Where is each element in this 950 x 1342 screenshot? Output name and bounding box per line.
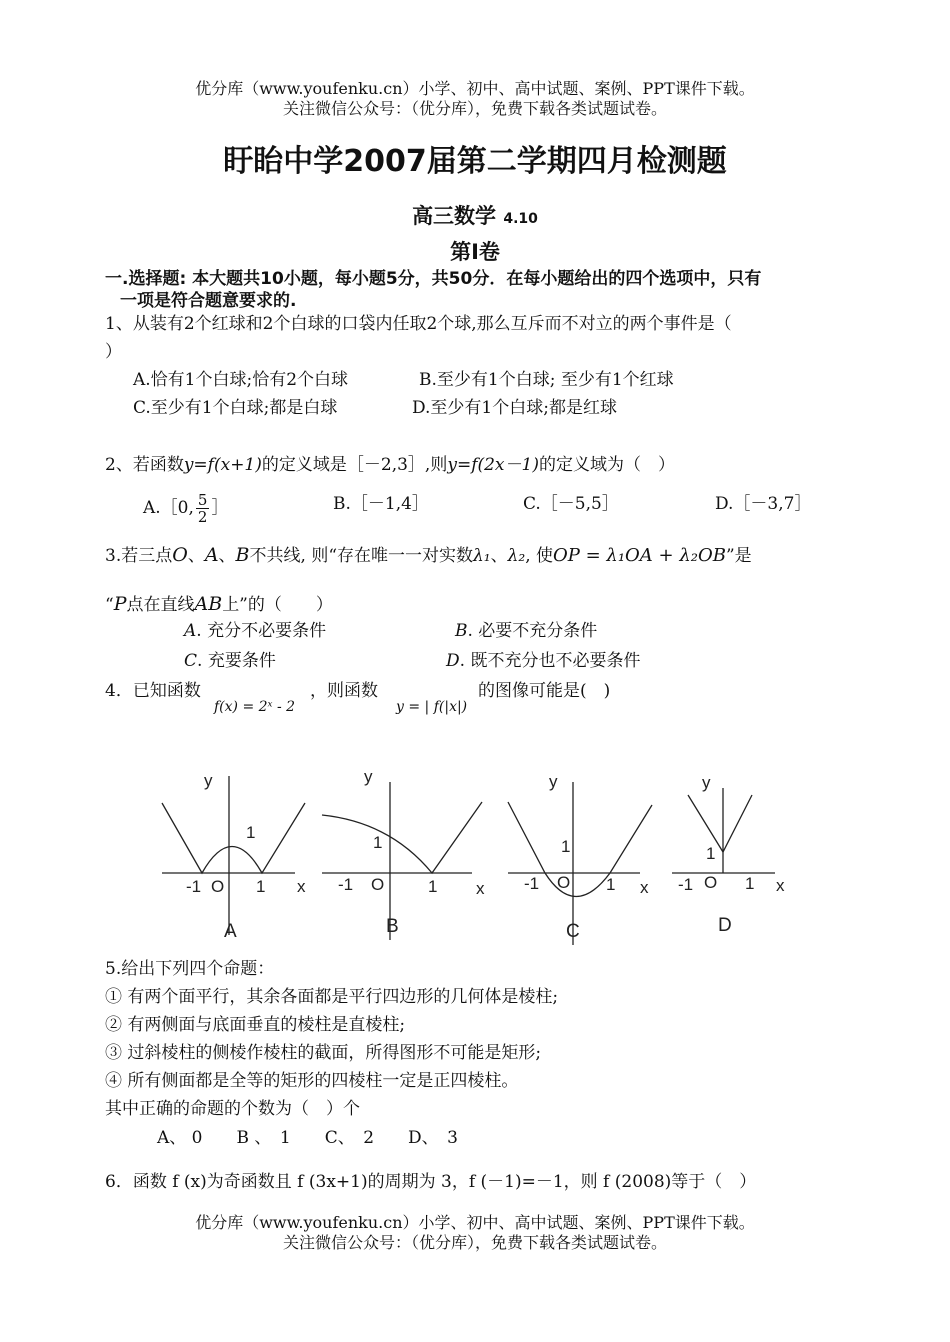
graph-a-one-y: 1 (246, 823, 256, 842)
q1-option-b: B.至少有1个白球; 至少有1个红球 (419, 370, 674, 390)
graph-a-curve (162, 803, 305, 873)
graph-a-one-x: 1 (256, 877, 266, 896)
q3-opt-c-text: . 充要条件 (197, 651, 276, 671)
q4-text-3: 的图像可能是( ) (478, 681, 611, 701)
q3-point-a: A (204, 544, 219, 566)
q1-option-c: C.至少有1个白球;都是白球 (133, 398, 338, 418)
q3-stem-2 (105, 593, 333, 616)
q4-function-f: f(x) = 2ˣ - 2 (214, 699, 296, 715)
q3-text-2: 不共线, 则“存在唯一一对实数 (249, 546, 474, 566)
graph-a-x-label: x (297, 877, 306, 896)
footer-line-1: 优分库（www.youfenku.cn）小学、初中、高中试题、案例、PPT课件下载。 (195, 1213, 755, 1232)
q5-item-4: ④ 所有侧面都是全等的矩形的四棱柱一定是正四棱柱。 (105, 1071, 519, 1091)
graph-d-axes (672, 788, 775, 873)
q3-stem-1 (105, 544, 752, 567)
graph-c-letter: C (566, 921, 580, 942)
q2-text-2: 的定义域是［－2,3］,则 (261, 455, 448, 475)
q3-lambda-2: λ₂ (507, 546, 526, 566)
q3-sep-1: 、 (187, 546, 205, 566)
date: 4.10 (503, 211, 538, 227)
q3-option-a (184, 620, 326, 642)
graph-d-y-label: y (702, 773, 711, 792)
q2-text-1: 2、若函数 (105, 455, 184, 475)
graph-a-axes (162, 776, 295, 935)
q4-text-1: 4．已知函数 (105, 681, 201, 701)
q3-opt-d-letter: D (446, 651, 460, 671)
graph-a-letter: A (224, 921, 237, 942)
q3-text-7: 上”的（ ） (222, 595, 333, 615)
graph-c-one-x: 1 (606, 875, 616, 894)
q3-line-ab: AB (194, 593, 223, 615)
header-line-1: 优分库（www.youfenku.cn）小学、初中、高中试题、案例、PPT课件下载。 (195, 79, 755, 98)
graph-c-y-label: y (549, 772, 558, 791)
graph-d-x-label: x (776, 876, 785, 895)
graph-b-one-x: 1 (428, 877, 438, 896)
q3-option-b (455, 620, 597, 642)
q3-point-p: P (113, 593, 127, 615)
q2-option-c: C.［－5,5］ (523, 494, 619, 514)
q2-option-a (143, 492, 228, 525)
q3-sep-2: 、 (218, 546, 236, 566)
subtitle (0, 200, 950, 230)
q3-opt-c-letter: C (184, 651, 198, 671)
q4-text-2: ，则函数 (310, 681, 378, 701)
q3-text-4: ”是 (725, 546, 752, 566)
graph-d-origin: O (704, 873, 718, 892)
graph-c-one-y: 1 (561, 837, 571, 856)
graph-c-neg-one: -1 (524, 874, 540, 893)
q4-graphs (0, 760, 950, 950)
q3-point-o: O (172, 544, 188, 566)
footer-line-2: 关注微信公众号：（优分库），免费下载各类试题试卷。 (282, 1233, 667, 1252)
header-line-2: 关注微信公众号：（优分库），免费下载各类试题试卷。 (282, 99, 667, 118)
q2-func-2: y=f(2x－1) (447, 455, 539, 475)
q3-sep-3: 、 (490, 546, 508, 566)
graph-d-neg-one: -1 (678, 875, 694, 894)
graph-c-origin: O (557, 873, 571, 892)
q5-item-1: ① 有两个面平行，其余各面都是平行四边形的几何体是棱柱; (105, 987, 559, 1007)
subtitle-text: 高三数学 (412, 204, 497, 228)
q4-function-g: y = | f(|x|) (396, 699, 468, 715)
q2-func-1: y=f(x+1) (183, 455, 262, 475)
graph-a-origin: O (211, 877, 225, 896)
q6-stem: 6．函数 f (x)为奇函数且 f (3x+1)的周期为 3，f (－1)=－1，则 f (2008)等于（ ） (105, 1172, 757, 1192)
q2-a-post: ］ (211, 498, 229, 518)
q3-option-d (446, 650, 640, 672)
q2-option-b: B.［－1,4］ (333, 494, 429, 514)
graph-b-neg-one: -1 (338, 875, 354, 894)
q3-option-c (184, 650, 276, 672)
q5-item-2: ② 有两侧面与底面垂直的棱柱是直棱柱; (105, 1015, 406, 1035)
section-instructions-1: 一.选择题: 本大题共10小题，每小题5分，共50分．在每小题给出的四个选项中，只有 (105, 269, 762, 289)
q1-option-a: A.恰有1个白球;恰有2个白球 (133, 370, 349, 390)
section-instructions-2: 一项是符合题意要求的. (120, 291, 297, 311)
q2-stem (105, 454, 675, 476)
q2-a-fraction (196, 492, 210, 525)
q3-point-b: B (235, 544, 250, 566)
q3-opt-b-letter: B (455, 621, 468, 641)
graph-d-one-x: 1 (745, 874, 755, 893)
q3-text-5: “ (105, 595, 114, 615)
q3-opt-b-text: . 必要不充分条件 (467, 621, 598, 641)
q3-text-3: , 使 (525, 546, 554, 566)
q1-stem: 1、从装有2个红球和2个白球的口袋内任取2个球,那么互斥而不对立的两个事件是（ (105, 314, 732, 334)
q3-equation: OP = λ₁OA + λ₂OB (553, 545, 726, 566)
q3-opt-a-text: . 充分不必要条件 (196, 621, 327, 641)
graph-b-origin: O (371, 875, 385, 894)
q5-stem: 5.给出下列四个命题： (105, 959, 275, 979)
part-label: 第Ⅰ卷 (450, 240, 500, 264)
graph-b-one-y: 1 (373, 833, 383, 852)
q3-opt-d-text: . 既不充分也不必要条件 (459, 651, 641, 671)
q5-item-3: ③ 过斜棱柱的侧棱作棱柱的截面，所得图形不可能是矩形; (105, 1043, 542, 1063)
q2-a-num: 5 (197, 491, 208, 509)
graph-b-curve (322, 802, 482, 873)
q3-lambda-1: λ₁ (473, 546, 491, 566)
q5-options: A、 0 B 、 1 C、 2 D、 3 (157, 1128, 458, 1148)
graph-b-x-label: x (476, 879, 485, 898)
graph-c-x-label: x (640, 878, 649, 897)
graph-b-letter: B (386, 916, 399, 937)
q1-stem-end: ） (105, 342, 122, 362)
q3-opt-a-letter: A (184, 621, 197, 641)
q1-option-d: D.至少有1个白球;都是红球 (412, 398, 617, 418)
graph-d-one-y: 1 (706, 844, 716, 863)
graph-b-y-label: y (364, 767, 373, 786)
graph-d-letter: D (718, 915, 732, 936)
q5-question: 其中正确的命题的个数为（ ）个 (105, 1099, 360, 1119)
q3-text-1: 3.若三点 (105, 546, 173, 566)
graph-a-neg-one: -1 (186, 877, 202, 896)
q2-a-den: 2 (197, 508, 208, 526)
q2-text-3: 的定义域为（ ） (538, 455, 675, 475)
q3-text-6: 点在直线 (126, 595, 195, 615)
q2-a-pre: A.［0, (143, 498, 194, 518)
graph-d-curve (688, 795, 752, 852)
page-title: 盱眙中学2007届第二学期四月检测题 (223, 144, 727, 179)
q2-option-d: D.［－3,7］ (715, 494, 812, 514)
graph-a-y-label: y (204, 771, 213, 790)
